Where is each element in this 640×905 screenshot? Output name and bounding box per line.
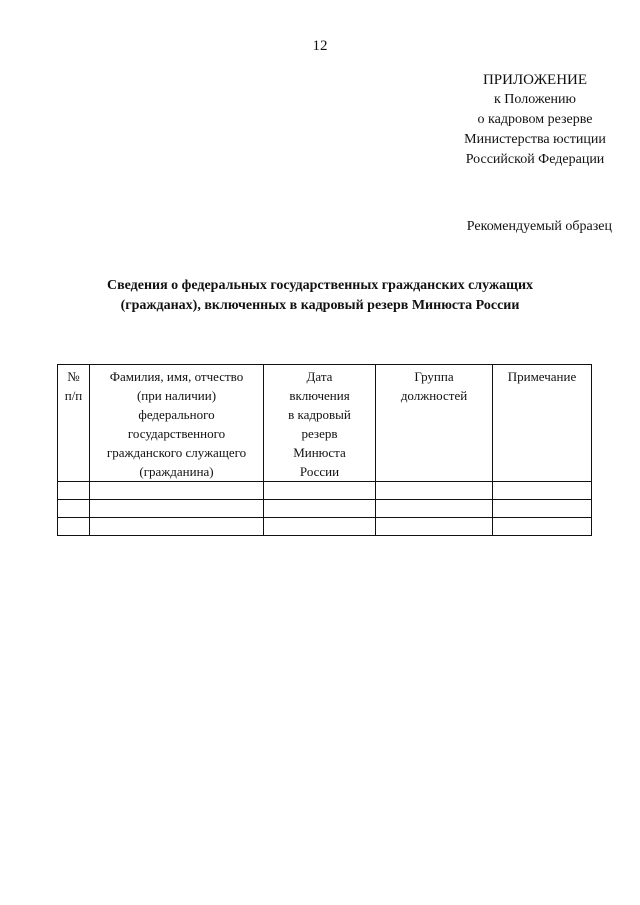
table-cell (90, 518, 264, 536)
table-cell (264, 518, 376, 536)
appendix-line: к Положению (493, 92, 576, 107)
document-title (60, 276, 580, 316)
appendix-line: о кадровом резерве (477, 112, 593, 127)
table-header-row (58, 365, 592, 482)
table-row (58, 518, 592, 536)
header-cell-full-name: Фамилия, имя, отчество (при наличии) федерального государственного гражданского служащего (гражданина) (90, 365, 264, 482)
appendix-line: Министерства юстиции (464, 132, 606, 147)
table-cell (493, 482, 592, 500)
table-cell (90, 500, 264, 518)
header-cell-inclusion-date: Дата включения в кадровый резерв Минюста России (264, 365, 376, 482)
table-cell (376, 500, 493, 518)
header-cell-note: Примечание (493, 365, 592, 482)
sample-label: Рекомендуемый образец (466, 219, 612, 234)
appendix-line: Российской Федерации (465, 152, 605, 167)
appendix-block (440, 70, 630, 170)
table-cell (58, 518, 90, 536)
table-cell (493, 518, 592, 536)
table-cell (376, 518, 493, 536)
table-row (58, 500, 592, 518)
reserve-table (57, 364, 592, 536)
header-cell-number: № п/п (58, 365, 90, 482)
header-cell-position-group: Группа должностей (376, 365, 493, 482)
table-row (58, 482, 592, 500)
table-cell (264, 482, 376, 500)
table-cell (376, 482, 493, 500)
page-number: 12 (312, 38, 328, 54)
table-cell (58, 500, 90, 518)
document-title-line: Сведения о федеральных государственных гражданских служащих (106, 278, 534, 293)
table-cell (90, 482, 264, 500)
document-title-line: (гражданах), включенных в кадровый резерв Минюста России (120, 298, 520, 313)
table-cell (493, 500, 592, 518)
table-cell (58, 482, 90, 500)
appendix-title: ПРИЛОЖЕНИЕ (482, 72, 588, 88)
table-cell (264, 500, 376, 518)
